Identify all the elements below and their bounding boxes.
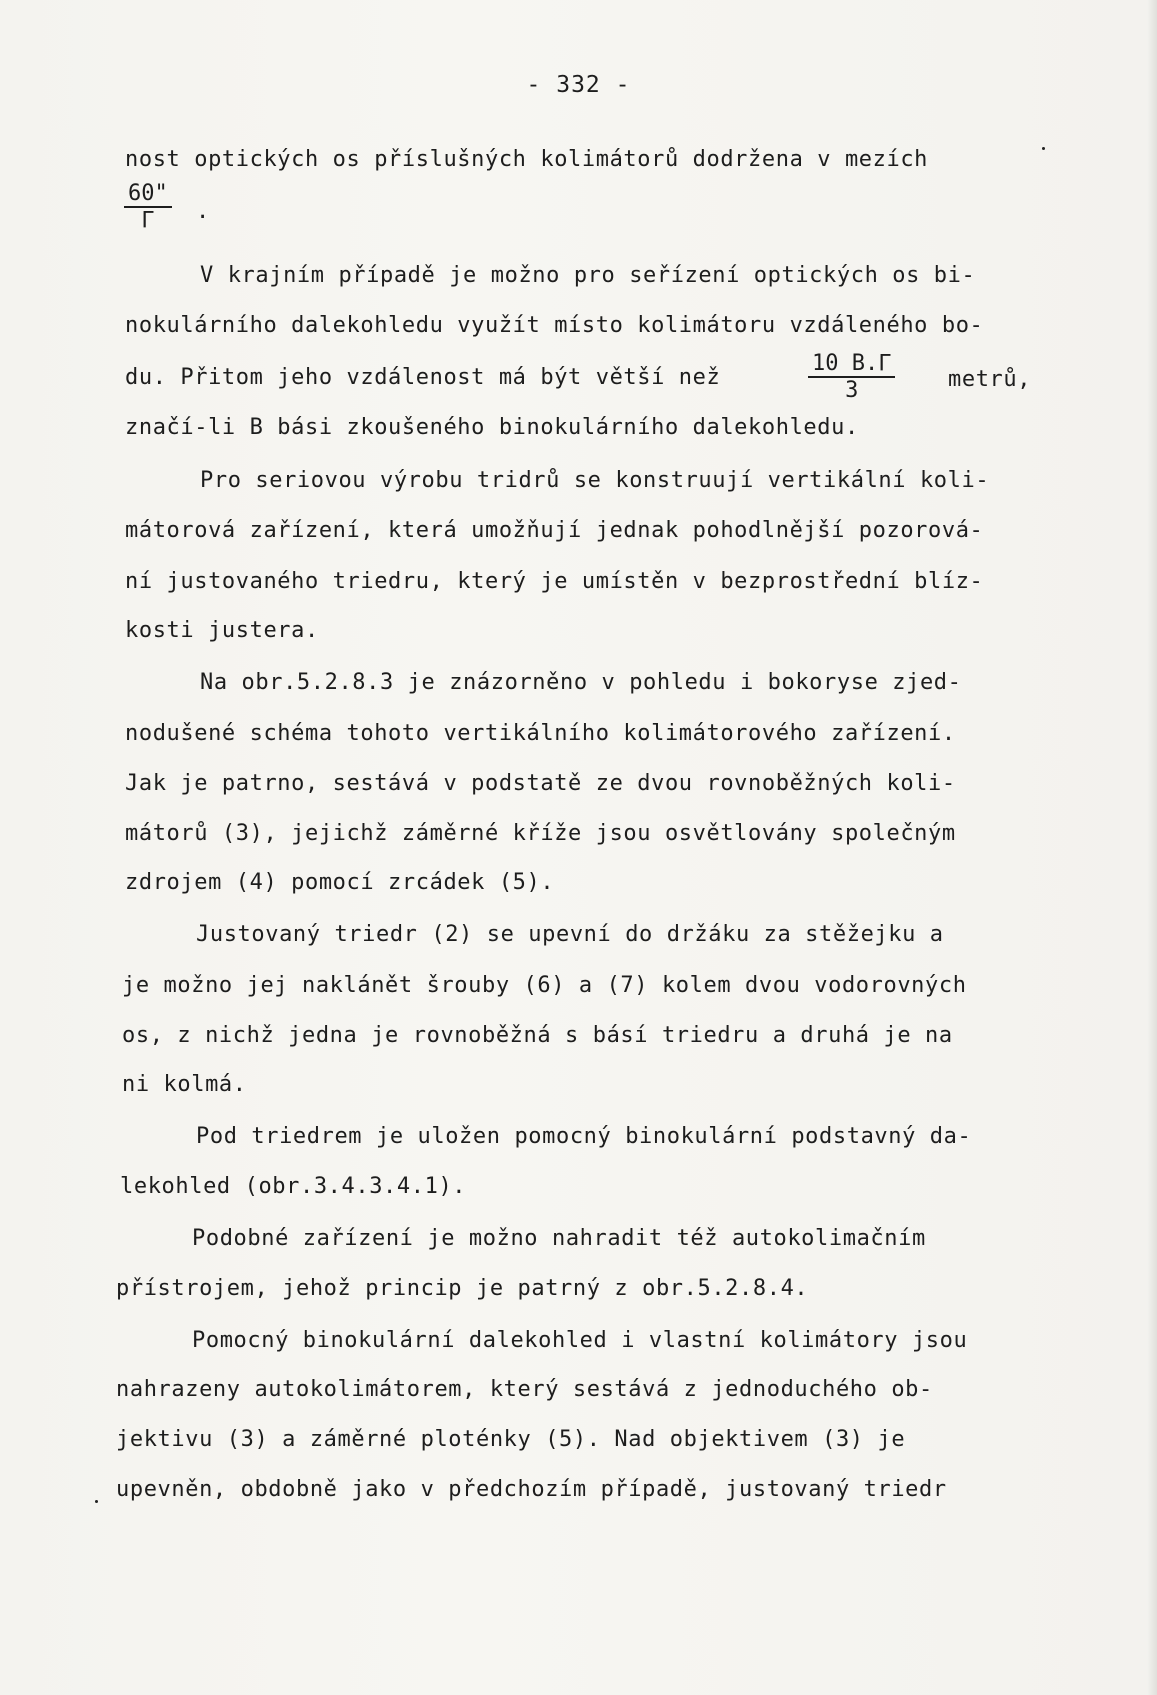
text-line: je možno jej naklánět šrouby (6) a (7) kolem dvou vodorovných bbox=[122, 973, 967, 998]
text-line: přístrojem, jehož princip je patrný z obr.5.2.8.4. bbox=[116, 1276, 809, 1301]
text-line: nokulárního dalekohledu využít místo kolimátoru vzdáleného bo- bbox=[125, 313, 984, 338]
stray-mark bbox=[95, 1500, 98, 1503]
text-line: Podobné zařízení je možno nahradit též autokolimačním bbox=[192, 1226, 926, 1251]
text-line: Pomocný binokulární dalekohled i vlastní kolimátory jsou bbox=[192, 1328, 968, 1353]
fraction-trailing-dot: . bbox=[196, 199, 210, 224]
text-line: ni kolmá. bbox=[122, 1072, 247, 1097]
fraction-numerator: 10 B.Γ bbox=[808, 352, 895, 378]
text-line: nodušené schéma tohoto vertikálního kolimátorového zařízení. bbox=[125, 721, 956, 746]
text-line: du. Přitom jeho vzdálenost má být větší než bbox=[125, 365, 721, 390]
text-line: Na obr.5.2.8.3 je znázorněno v pohledu i bokoryse zjed- bbox=[200, 670, 962, 695]
stray-mark bbox=[1042, 147, 1045, 150]
text-line: nahrazeny autokolimátorem, který sestává z jednoduchého ob- bbox=[116, 1377, 933, 1402]
fraction-numerator: 60" bbox=[124, 182, 172, 208]
fraction-angle-limit bbox=[124, 182, 172, 234]
text-line: jektivu (3) a záměrné ploténky (5). Nad objektivem (3) je bbox=[116, 1427, 906, 1452]
text-line: os, z nichž jedna je rovnoběžná s básí triedru a druhá je na bbox=[122, 1023, 953, 1048]
text-line: mátorová zařízení, která umožňují jednak pohodlnější pozorová- bbox=[125, 518, 984, 543]
text-line: kosti justera. bbox=[125, 618, 319, 643]
text-line: metrů, bbox=[948, 367, 1032, 392]
fraction-distance bbox=[808, 352, 895, 404]
text-line: mátorů (3), jejichž záměrné kříže jsou osvětlovány společným bbox=[125, 821, 956, 846]
text-line: Pro seriovou výrobu tridrů se konstruují vertikální koli- bbox=[200, 468, 990, 493]
fraction-denominator: Γ bbox=[141, 208, 155, 233]
text-line: lekohled (obr.3.4.3.4.1). bbox=[120, 1174, 467, 1199]
page-edge-shadow bbox=[1147, 0, 1157, 1695]
text-line: V krajním případě je možno pro seřízení optických os bi- bbox=[200, 263, 976, 288]
fraction-denominator: 3 bbox=[845, 378, 859, 403]
text-line: Pod triedrem je uložen pomocný binokulární podstavný da- bbox=[196, 1124, 972, 1149]
text-line: značí-li B bási zkoušeného binokulárního dalekohledu. bbox=[125, 415, 859, 440]
page-number: - 332 - bbox=[526, 72, 631, 98]
text-line: ní justovaného triedru, který je umístěn v bezprostřední blíz- bbox=[125, 569, 984, 594]
text-line: zdrojem (4) pomocí zrcádek (5). bbox=[125, 870, 555, 895]
text-line: nost optických os příslušných kolimátorů dodržena v mezích bbox=[125, 147, 929, 172]
text-line: upevněn, obdobně jako v předchozím případě, justovaný triedr bbox=[116, 1477, 947, 1502]
text-line: Jak je patrno, sestává v podstatě ze dvou rovnoběžných koli- bbox=[125, 771, 956, 796]
text-line: Justovaný triedr (2) se upevní do držáku za stěžejku a bbox=[196, 922, 944, 947]
